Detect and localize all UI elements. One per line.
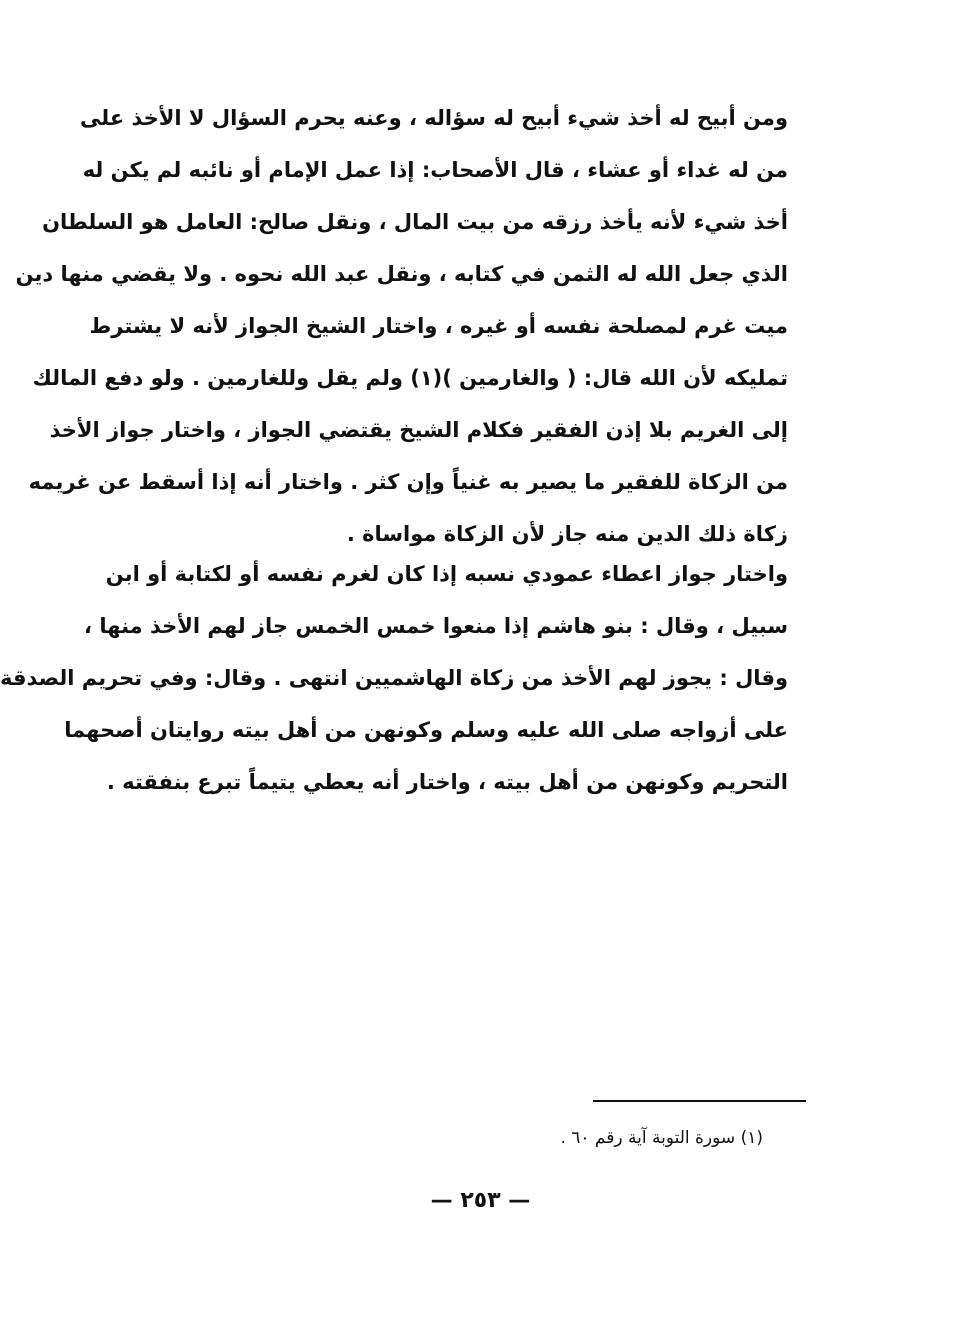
text-line: على أزواجه صلى الله عليه وسلم وكونهن من أهل بيته روايتان أصحهما [64,718,788,742]
text-line: من له غداء أو عشاء ، قال الأصحاب: إذا عمل الإمام أو نائبه لم يكن له [82,158,788,182]
text-line: أخذ شيء لأنه يأخذ رزقه من بيت المال ، ونقل صالح: العامل هو السلطان [42,210,788,234]
body-paragraph-2 [0,548,788,808]
footnote: (١) سورة التوبة آية رقم ٦٠ . [560,1128,763,1148]
text-line: تمليكه لأن الله قال: ( والغارمين )(١) ولم يقل وللغارمين . ولو دفع المالك [32,366,788,390]
text-line: زكاة ذلك الدين منه جاز لأن الزكاة مواساة . [346,522,788,546]
text-line: التحريم وكونهن من أهل بيته ، واختار أنه يعطي يتيماً تبرع بنفقته . [106,770,788,794]
footnote-separator [593,1100,806,1102]
text-line: ميت غرم لمصلحة نفسه أو غيره ، واختار الشيخ الجواز لأنه لا يشترط [89,314,788,338]
text-line: ومن أبيح له أخذ شيء أبيح له سؤاله ، وعنه يحرم السؤال لا الأخذ على [80,106,788,130]
text-line: وقال : يجوز لهم الأخذ من زكاة الهاشميين انتهى . وقال: وفي تحريم الصدقة [0,666,788,690]
text-line: سبيل ، وقال : بنو هاشم إذا منعوا خمس الخمس جاز لهم الأخذ منها ، [84,614,788,638]
text-line: الذي جعل الله له الثمن في كتابه ، ونقل عبد الله نحوه . ولا يقضي منها دين [15,262,788,286]
text-line: إلى الغريم بلا إذن الفقير فكلام الشيخ يقتضي الجواز ، واختار جواز الأخذ [49,418,788,442]
page-number: — ٢٥٣ — [430,1188,531,1213]
body-paragraph-1 [15,92,788,560]
text-line: من الزكاة للفقير ما يصير به غنياً وإن كثر . واختار أنه إذا أسقط عن غريمه [28,470,788,494]
text-line: واختار جواز اعطاء عمودي نسبه إذا كان لغرم نفسه أو لكتابة أو ابن [105,562,788,586]
